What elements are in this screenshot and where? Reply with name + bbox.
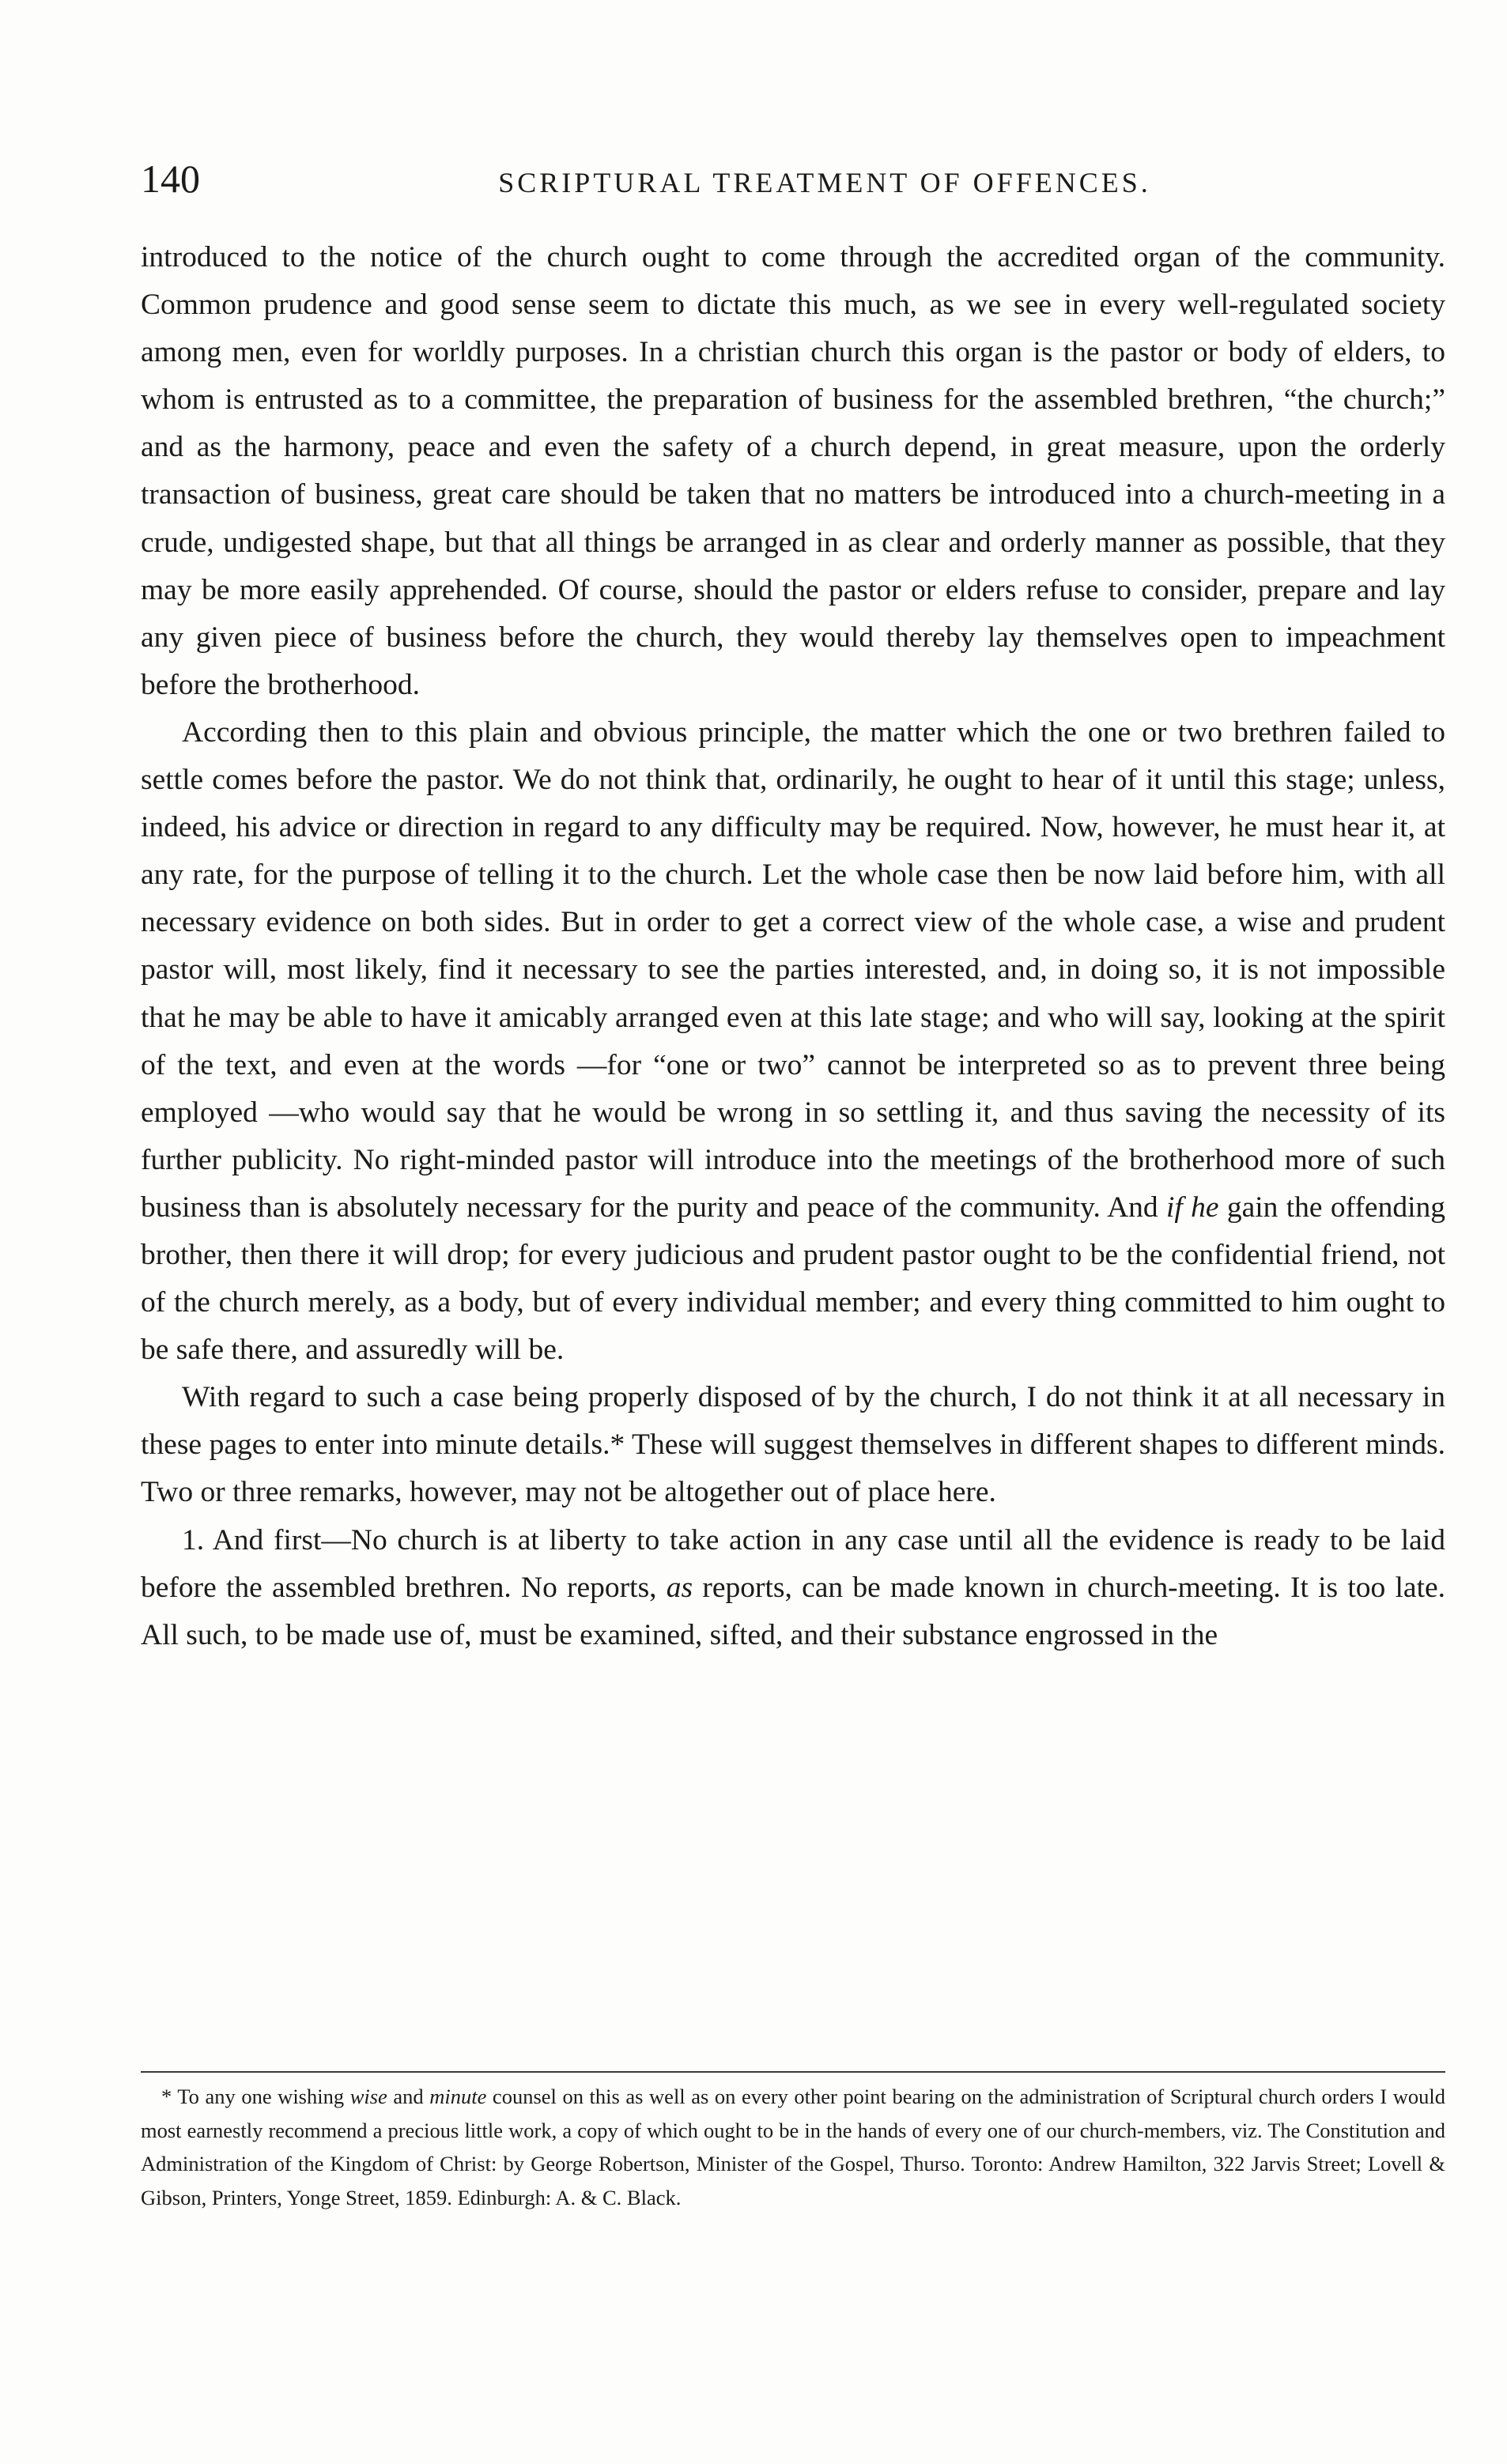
footnote — [141, 2080, 1445, 2214]
italic-text: minute — [429, 2085, 487, 2108]
text-run: introduced to the notice of the church ought to come through the accredited organ of the community. Common prudence and good sense seem to dictate this much, as we see in every well-regulated society among men, even for worldly purposes. In a christian church this organ is the pastor or body of elders, to whom is entrusted as to a committee, the preparation of business for the assembled brethren, “the church;” and as the harmony, peace and even the safety of a church depend, in great measure, upon the orderly transaction of business, great care should be taken that no matters be introduced into a church-meeting in a crude, undigested shape, but that all things be arranged in as clear and orderly manner as possible, that they may be more easily apprehended. Of course, should the pastor or elders refuse to consider, prepare and lay any given piece of business before the church, they would thereby lay themselves open to impeachment before the brotherhood. — [141, 241, 1445, 701]
text-run: * To any one wishing — [161, 2085, 350, 2108]
footnote-divider — [141, 2071, 1445, 2073]
body-text — [141, 234, 1445, 1659]
running-title: SCRIPTURAL TREATMENT OF OFFENCES. — [498, 167, 1151, 198]
page-header — [141, 155, 1445, 210]
text-run: reports, can be made known in church-meeting. It is too late. All such, to be made use of, must be examined, sifted, and their substance engrossed in the — [141, 1571, 1446, 1651]
italic-text: wise — [349, 2085, 387, 2108]
page-number: 140 — [141, 157, 200, 201]
text-run: gain the offending brother, then there it will drop; for every judicious and prudent pastor ought to be the confidential friend, not of the church merely, as a body, but of every individual member; and every thing committed to him ought to be safe there, and assuredly will be. — [141, 1190, 1446, 1367]
text-run: and — [387, 2085, 430, 2108]
text-run: counsel on this as well as on every other point bearing on the administration of Scriptural church orders I would most earnestly recommend a precious little work, a copy of which ought to be in the hands of every one of our church-members, viz. The Constitution and Administration of the Kingdom of Christ: by George Robertson, Minister of the Gospel, Thurso. Toronto: Andrew Hamilton, 322 Jarvis Street; Lovell & Gibson, Printers, Yonge Street, 1859. Edinburgh: A. & C. Black. — [141, 2085, 1446, 2209]
italic-text: as — [666, 1571, 693, 1604]
text-run: According then to this plain and obvious principle, the matter which the one or two brethren failed to settle comes before the pastor. We do not think that, ordinarily, he ought to hear of it until this stage; unless, indeed, his advice or direction in regard to any difficulty may be required. Now, however, he must hear it, at any rate, for the purpose of telling it to the church. Let the whole case then be now laid before him, with all necessary evidence on both sides. But in order to get a correct view of the whole case, a wise and prudent pastor will, most likely, find it necessary to see the parties interested, and, in doing so, it is not impossible that he may be able to have it amicably arranged even at this late stage; and who will say, looking at the spirit of the text, and even at the words —for “one or two” cannot be interpreted so as to prevent three being employed —who would say that he would be wrong in so settling it, and thus saving the necessity of its further publicity. No right-minded pastor will introduce into the meetings of the brotherhood more of such business than is absolutely necessary for the purity and peace of the community. And — [141, 715, 1445, 1224]
text-run: With regard to such a case being properly disposed of by the church, I do not think it at all necessary in these pages to enter into minute details.* These will suggest themselves in different shapes to different minds. Two or three remarks, however, may not be altogether out of place here. — [141, 1381, 1445, 1509]
italic-text: if he — [1165, 1190, 1219, 1224]
paragraph-first-remark — [141, 1517, 1445, 1659]
footnote-text — [141, 2080, 1445, 2214]
text-run: 1. And first—No church is at liberty to take action in any case until all the evidence is ready to be laid before the assembled brethren. No reports, — [141, 1523, 1445, 1604]
paragraph-continuation — [141, 234, 1445, 709]
paragraph-church-disposal — [141, 1374, 1445, 1516]
paragraph-pastor-hearing — [141, 709, 1445, 1374]
